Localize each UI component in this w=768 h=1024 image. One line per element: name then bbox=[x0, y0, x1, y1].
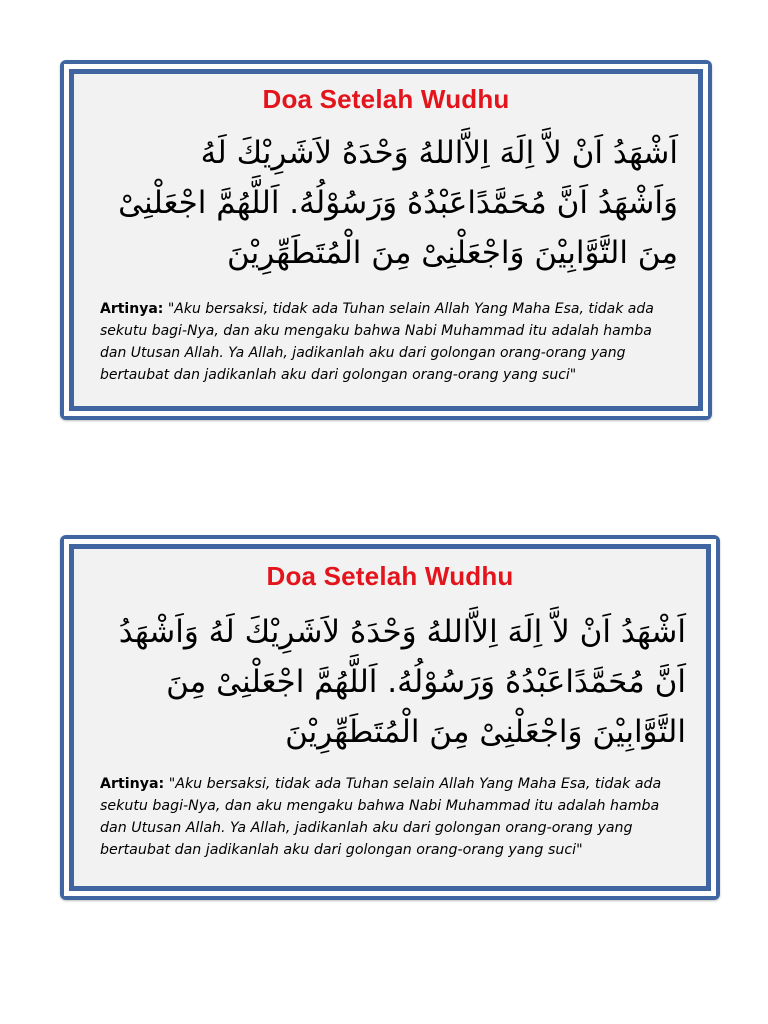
arabic-prayer-text: اَشْهَدُ اَنْ لاَّ اِلَهَ اِلاَّاللهُ وَحْدَهُ لاَشَرِيْكَ لَهُ وَاَشْهَدُ اَنَّ مُحَمَّدًاعَبْدُهُ وَرَسُوْلُهُ. اَللَّهُمَّ اجْعَلْنِىْ مِنَ التَّوَّابِيْنَ وَاجْعَلْنِىْ مِنَ الْمُتَطَهِّرِيْنَ bbox=[118, 614, 686, 750]
translation-label: Artinya: bbox=[100, 301, 164, 317]
card-white-border bbox=[64, 539, 716, 896]
arabic-prayer-text: اَشْهَدُ اَنْ لاَّ اِلَهَ اِلاَّاللهُ وَحْدَهُ لاَشَرِيْكَ لَهُ وَاَشْهَدُ اَنَّ مُحَمَّدًاعَبْدُهُ وَرَسُوْلُهُ. اَللَّهُمَّ اجْعَلْنِىْ مِنَ التَّوَّابِيْنَ وَاجْعَلْنِىْ مِنَ الْمُتَطَهِّرِيْنَ bbox=[118, 135, 678, 271]
card-title: Doa Setelah Wudhu bbox=[262, 84, 510, 114]
translation-paragraph bbox=[100, 773, 686, 861]
translation-paragraph bbox=[100, 298, 678, 386]
card-panel bbox=[74, 74, 698, 406]
card-white-border bbox=[64, 64, 708, 416]
card-blue-border bbox=[69, 69, 703, 411]
translation-text: "Aku bersaksi, tidak ada Tuhan selain Allah Yang Maha Esa, tidak ada sekutu bagi-Nya, dan aku mengaku bahwa Nabi Muhammad itu adalah hamba dan Utusan Allah. Ya Allah, jadikanlah aku dari golongan orang-orang yang bertaubat dan jadikanlah aku dari golongan orang-orang yang suci" bbox=[100, 776, 662, 858]
prayer-card-bottom bbox=[60, 535, 720, 900]
translation-label: Artinya: bbox=[100, 776, 165, 792]
prayer-card-top bbox=[60, 60, 712, 420]
card-blue-border bbox=[69, 544, 711, 891]
card-panel bbox=[74, 549, 706, 886]
card-title: Doa Setelah Wudhu bbox=[266, 561, 514, 591]
translation-text: "Aku bersaksi, tidak ada Tuhan selain Allah Yang Maha Esa, tidak ada sekutu bagi-Nya, dan aku mengaku bahwa Nabi Muhammad itu adalah hamba dan Utusan Allah. Ya Allah, jadikanlah aku dari golongan orang-orang yang bertaubat dan jadikanlah aku dari golongan orang-orang yang suci" bbox=[100, 301, 654, 383]
